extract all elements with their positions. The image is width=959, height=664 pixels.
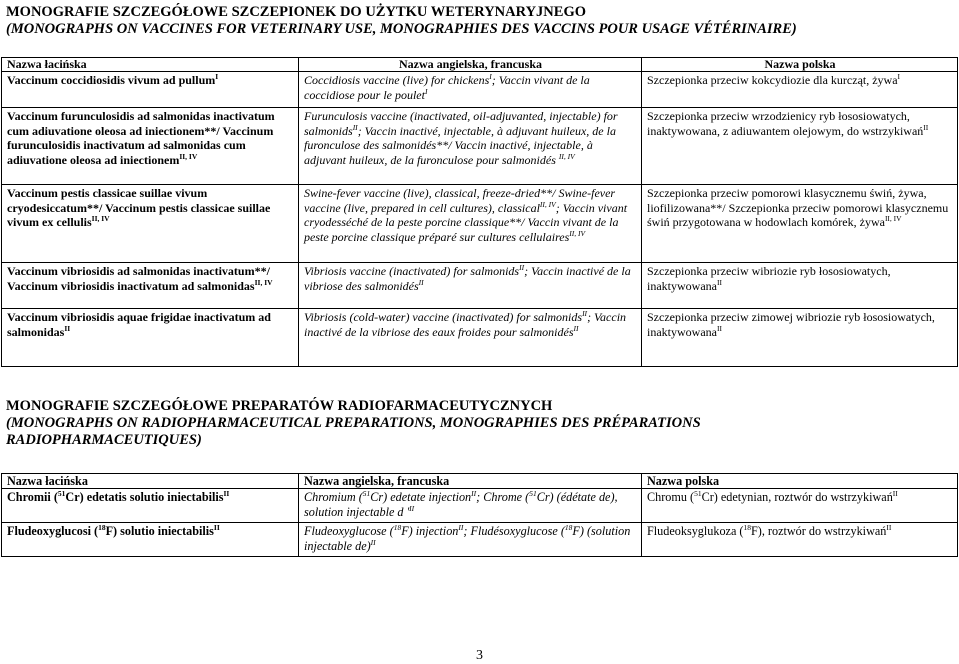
superscript-note: I xyxy=(215,72,219,81)
superscript-note: II xyxy=(582,309,588,318)
cell-text: Chromu ( xyxy=(647,490,695,504)
superscript-note: II, IV xyxy=(254,277,273,287)
cell-text: ; Vaccin vivant cryodesséché de la peste porcine classique**/ Vaccin vivant de la peste porcine classique préparé sur cultures cellulaires xyxy=(304,200,628,244)
cell-text: Cr) edetate injection xyxy=(370,490,472,504)
cell-latin-name xyxy=(2,263,299,309)
cell-text: Vaccinum coccidiosidis vivum ad pullum xyxy=(7,73,216,87)
table-header-row xyxy=(2,474,958,489)
radiopharmaceuticals-table xyxy=(1,473,958,557)
section2-title: MONOGRAFIE SZCZEGÓŁOWE PREPARATÓW RADIOFARMACEUTYCZNYCH xyxy=(6,398,553,414)
superscript-note: II xyxy=(213,522,220,532)
cell-polish-name xyxy=(642,309,958,367)
cell-text: Coccidiosis vaccine (live) for chickens xyxy=(304,73,490,87)
superscript-note: II xyxy=(716,277,722,287)
cell-text: Fludeoxyglucose ( xyxy=(304,524,394,538)
cell-text: Swine-fever vaccine (live), classical, freeze-dried**/ Swine-fever vaccine (live, prepared in cell cultures), classical xyxy=(304,186,616,215)
table-row xyxy=(2,309,958,367)
superscript-note: 18 xyxy=(743,522,751,532)
cell-text: ; Vaccin inactivé, injectable, à adjuvant huileux, de la furonculose des salmonidés**/ Vaccin inactivé, injectable, à adjuvant huileux, de la furonculose pour salmonidés xyxy=(304,123,616,167)
header-latin: Nazwa łacińska xyxy=(2,474,299,489)
cell-english-french-name xyxy=(299,72,642,108)
cell-polish-name xyxy=(642,523,958,557)
table-row xyxy=(2,523,958,557)
cell-text: ; Vaccin inactivé de la vibriose des eaux froides pour salmonidés xyxy=(304,310,627,339)
page-number: 3 xyxy=(476,648,483,663)
header-english: Nazwa angielska, francuska xyxy=(299,58,642,72)
table-row xyxy=(2,185,958,263)
cell-polish-name xyxy=(642,489,958,523)
superscript-note: I xyxy=(489,72,492,81)
superscript-note: 51 xyxy=(529,488,537,498)
superscript-note: II xyxy=(352,122,358,132)
cell-text: Vibriosis vaccine (inactivated) for salmonids xyxy=(304,264,520,278)
superscript-note: II, IV xyxy=(569,228,586,238)
cell-english-french-name xyxy=(299,309,642,367)
cell-text: Szczepionka przeciw wrzodzienicy ryb łososiowatych, inaktywowana, z adiuwantem olejowym, do wstrzykiwań xyxy=(647,109,924,138)
superscript-note: 18 xyxy=(98,522,106,532)
table-row xyxy=(2,489,958,523)
cell-text: Cr) edetynian, roztwór do wstrzykiwań xyxy=(701,490,893,504)
cell-text: F) (solution injectable de) xyxy=(304,524,631,553)
header-polish: Nazwa polska xyxy=(642,58,958,72)
superscript-note: II, IV xyxy=(558,151,575,161)
cell-text: Cr) edetatis solutio iniectabilis xyxy=(65,490,224,504)
cell-text: Vaccinum vibriosidis ad salmonidas inactivatum**/ Vaccinum vibriosidis inactivatum ad salmonidas xyxy=(7,264,270,293)
cell-text: ; Chrome ( xyxy=(476,490,530,504)
superscript-note: II xyxy=(519,263,525,272)
cell-text: Fludeoksyglukoza ( xyxy=(647,524,744,538)
superscript-note: II xyxy=(223,488,230,498)
cell-latin-name xyxy=(2,72,299,108)
cell-text: Furunculosis vaccine (inactivated, oil-adjuvanted, injectable) for salmonids xyxy=(304,109,618,138)
cell-text: Chromium ( xyxy=(304,490,363,504)
cell-polish-name xyxy=(642,185,958,263)
cell-latin-name xyxy=(2,523,299,557)
superscript-note: II xyxy=(370,537,376,547)
cell-text: F) injection xyxy=(401,524,459,538)
superscript-note: I xyxy=(424,86,428,96)
cell-text: ; Fludésoxyglucose ( xyxy=(463,524,565,538)
section1-title: MONOGRAFIE SZCZEGÓŁOWE SZCZEPIONEK DO UŻYTKU WETERYNARYJNEGO xyxy=(6,4,587,20)
superscript-note: II xyxy=(64,323,71,333)
superscript-note: I xyxy=(897,72,901,81)
header-polish: Nazwa polska xyxy=(642,474,958,489)
superscript-note: 51 xyxy=(694,488,702,498)
cell-english-french-name xyxy=(299,489,642,523)
superscript-note: II xyxy=(458,522,464,532)
cell-text: Fludeoxyglucosi ( xyxy=(7,524,99,538)
section2-subtitle-line1: (MONOGRAPHS ON RADIOPHARMACEUTICAL PREPARATIONS, MONOGRAPHIES DES PRÉPARATIONS xyxy=(6,415,701,431)
superscript-note: II xyxy=(471,488,477,498)
cell-text: Szczepionka przeciw zimowej wibriozie ryb łososiowatych, inaktywowana xyxy=(647,310,935,339)
cell-polish-name xyxy=(642,263,958,309)
superscript-note: II, IV xyxy=(539,199,556,209)
cell-text: Vaccinum pestis classicae suillae vivum cryodesiccatum**/ Vaccinum pestis classicae suillae vivum ex cellulis xyxy=(7,186,271,229)
cell-latin-name xyxy=(2,489,299,523)
table-row xyxy=(2,72,958,108)
superscript-note: II xyxy=(573,323,579,333)
cell-text: Cr) (édétate de), solution injectable d ' xyxy=(304,490,618,519)
cell-text: Szczepionka przeciw wibriozie ryb łososiowatych, inaktywowana xyxy=(647,264,891,293)
table-row xyxy=(2,263,958,309)
cell-text: Chromii ( xyxy=(7,490,58,504)
superscript-note: 51 xyxy=(57,488,66,498)
header-latin: Nazwa łacińska xyxy=(2,58,299,72)
superscript-note: 18 xyxy=(564,522,573,532)
section1-subtitle: (MONOGRAPHS ON VACCINES FOR VETERINARY USE, MONOGRAPHIES DES VACCINS POUR USAGE VÉTÉRINAIRE) xyxy=(6,21,797,37)
cell-text: Szczepionka przeciw pomorowi klasycznemu świń, żywa, liofilizowana**/ Szczepionka przeciw pomorowi klasycznemu świń przygotowana w hodowlach komórek, żywa xyxy=(647,186,949,229)
cell-text: Vaccinum vibriosidis aquae frigidae inactivatum ad salmonidas xyxy=(7,310,271,339)
cell-latin-name xyxy=(2,108,299,185)
cell-text: Vaccinum furunculosidis ad salmonidas inactivatum cum adiuvatione oleosa ad iniectionem**/ Vaccinum furunculosidis inactivatum ad salmonidas cum adiuvatione oleosa ad iniectionem xyxy=(7,109,275,167)
cell-polish-name xyxy=(642,108,958,185)
superscript-note: II xyxy=(409,503,415,513)
cell-text: Vibriosis (cold-water) vaccine (inactivated) for salmonids xyxy=(304,310,583,324)
cell-polish-name xyxy=(642,72,958,108)
cell-text: F) solutio iniectabilis xyxy=(105,524,214,538)
superscript-note: II xyxy=(923,122,929,132)
cell-english-french-name xyxy=(299,263,642,309)
vaccines-table xyxy=(1,57,958,367)
superscript-note: II xyxy=(716,323,722,333)
cell-text: ; Vaccin inactivé de la vibriose des salmonidés xyxy=(304,264,631,293)
superscript-note: 51 xyxy=(362,488,371,498)
table-header-row xyxy=(2,58,958,72)
superscript-note: II, IV xyxy=(91,214,110,223)
superscript-note: II xyxy=(418,277,424,287)
cell-text: ; Vaccin vivant de la coccidiose pour le poulet xyxy=(304,73,590,102)
header-english: Nazwa angielska, francuska xyxy=(299,474,642,489)
cell-latin-name xyxy=(2,309,299,367)
superscript-note: 18 xyxy=(393,522,402,532)
superscript-note: II xyxy=(886,522,892,532)
superscript-note: II xyxy=(892,488,898,498)
superscript-note: II, IV xyxy=(884,214,902,223)
cell-english-french-name xyxy=(299,185,642,263)
table-row xyxy=(2,108,958,185)
cell-text: F), roztwór do wstrzykiwań xyxy=(750,524,887,538)
section2-subtitle-line2: RADIOPHARMACEUTIQUES) xyxy=(6,432,202,448)
cell-latin-name xyxy=(2,185,299,263)
cell-text: Szczepionka przeciw kokcydiozie dla kurcząt, żywa xyxy=(647,73,898,87)
cell-english-french-name xyxy=(299,108,642,185)
cell-english-french-name xyxy=(299,523,642,557)
superscript-note: II, IV xyxy=(179,151,198,161)
